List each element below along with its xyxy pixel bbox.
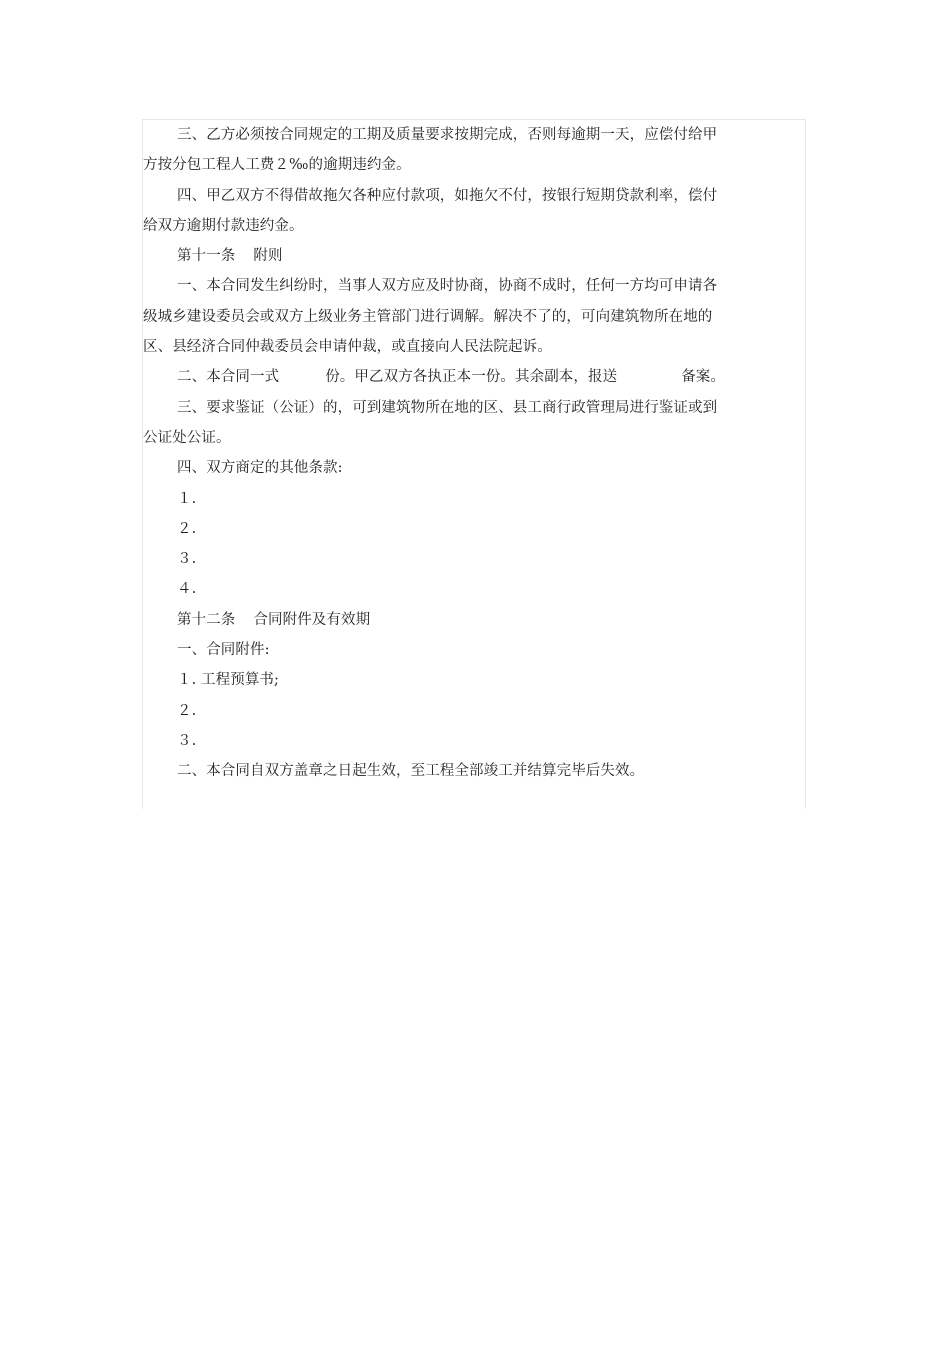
paragraph-text: 二、本合同自双方盖章之日起生效，至工程全部竣工并结算完毕后失效。 xyxy=(177,763,645,780)
paragraph-text: 四、甲乙双方不得借故拖欠各种应付款项，如拖欠不付，按银行短期贷款利率，偿付 xyxy=(177,187,718,204)
list-item: ４. xyxy=(177,581,197,598)
paragraph-text: 区、县经济合同仲裁委员会申请仲裁，或直接向人民法院起诉。 xyxy=(143,339,552,356)
copies-clause xyxy=(143,362,731,392)
clause-text: 二、本合同一式 xyxy=(177,369,280,386)
paragraph-text: 一、本合同发生纠纷时，当事人双方应及时协商，协商不成时，任何一方均可申请各 xyxy=(177,278,718,295)
paragraph-text: 一、合同附件: xyxy=(177,642,270,659)
article-title: 附则 xyxy=(253,248,283,265)
paragraph-text: 级城乡建设委员会或双方上级业务主管部门进行调解。解决不了的，可向建筑物所在地的 xyxy=(143,308,713,325)
list-item: ２. xyxy=(177,520,197,537)
paragraph-text: 三、要求鉴证（公证）的，可到建筑物所在地的区、县工商行政管理局进行鉴证或到 xyxy=(177,399,718,416)
list-item: １. 工程预算书; xyxy=(177,672,280,689)
list-item: ３. xyxy=(177,732,197,749)
list-item: １. xyxy=(177,490,197,507)
list-item: ２. xyxy=(177,702,197,719)
article-heading-12 xyxy=(143,605,731,635)
paragraph-text: 公证处公证。 xyxy=(143,429,231,446)
paragraph-text: 三、乙方必须按合同规定的工期及质量要求按期完成，否则每逾期一天，应偿付给甲 xyxy=(177,127,718,143)
paragraph-text: 四、双方商定的其他条款: xyxy=(177,460,343,477)
paragraph-text: 给双方逾期付款违约金。 xyxy=(143,217,304,234)
article-title: 合同附件及有效期 xyxy=(253,611,371,628)
clause-text: 份。甲乙双方各执正本一份。其余副本，报送 xyxy=(325,369,618,386)
clause-text: 备案。 xyxy=(681,369,726,386)
article-number: 第十二条 xyxy=(177,611,236,628)
article-heading-11 xyxy=(143,241,731,271)
list-item: ３. xyxy=(177,551,197,568)
article-number: 第十一条 xyxy=(177,248,236,265)
document-body xyxy=(143,120,731,787)
paragraph-text: 方按分包工程人工费２‰的逾期违约金。 xyxy=(143,157,411,174)
